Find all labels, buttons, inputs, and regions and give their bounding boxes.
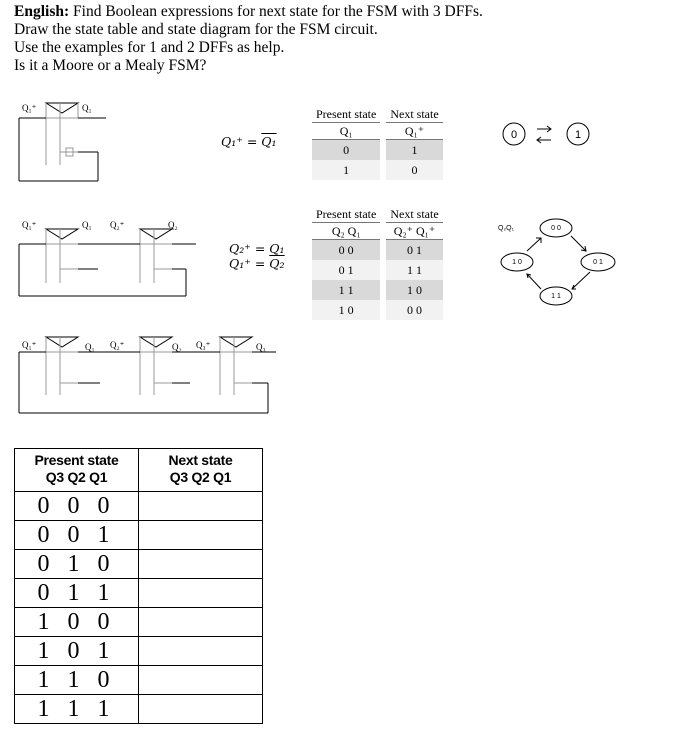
table-row <box>312 280 443 300</box>
dff2-in-label-1: Q₁⁺ <box>22 220 37 230</box>
next-state-cell[interactable] <box>139 695 263 724</box>
table-cell: 0 0 0 <box>15 492 139 521</box>
dff2-out-label-2: Q₂ <box>168 220 178 230</box>
table-cell: 1 1 0 <box>15 666 139 695</box>
intro-line-2: Draw the state table and state diagram for the FSM circuit. <box>14 21 378 38</box>
state-label: 1 0 <box>512 259 522 266</box>
equation-1ff-lhs: Q₁⁺ = <box>221 134 262 149</box>
dff-circuit-1 <box>19 103 106 181</box>
table-row <box>15 492 263 521</box>
dff1-out-label: Q₁ <box>82 103 92 113</box>
table-cell: 0 1 <box>312 260 383 280</box>
table-row <box>15 550 263 579</box>
table-subheader: Q₂⁺ Q₁⁺ <box>383 223 442 240</box>
table-row <box>15 695 263 724</box>
next-state-cell[interactable] <box>139 550 263 579</box>
intro-line-1: Find Boolean expressions for next state for the FSM with 3 DFFs. <box>69 3 483 20</box>
state-label: 0 0 <box>551 225 561 232</box>
table-cell: 0 1 0 <box>15 550 139 579</box>
equation-1ff-rhs: Q₁ <box>261 134 277 149</box>
table-cell: 0 0 <box>383 300 442 320</box>
state-table-2ff <box>312 206 443 320</box>
dff3-out-label-1: Q₁ <box>85 342 95 352</box>
table-header: Present state <box>312 206 383 223</box>
dff-circuit-3 <box>19 337 276 413</box>
table-cell: 0 0 1 <box>15 521 139 550</box>
dff1-in-label: Q₁⁺ <box>22 103 37 113</box>
next-state-cell[interactable] <box>139 666 263 695</box>
table-row <box>312 140 443 161</box>
diagram2-legend: Q₂Q₁ <box>498 225 514 232</box>
state-label: 1 <box>574 129 582 141</box>
next-state-vars: Q3 Q2 Q1 <box>169 469 232 485</box>
table-cell: 1 1 <box>312 280 383 300</box>
table-cell: 1 0 1 <box>15 637 139 666</box>
dff3-out-label-3: Q₃ <box>256 342 266 352</box>
next-state-title: Next state <box>168 452 233 468</box>
dff-circuit-2 <box>19 229 196 296</box>
state-label: 1 1 <box>551 293 561 300</box>
table-row <box>15 666 263 695</box>
dff3-in-label-1: Q₁⁺ <box>22 340 37 350</box>
state-label: 0 <box>510 129 518 141</box>
dff2-out-label-1: Q₁ <box>82 220 92 230</box>
next-state-header <box>139 449 263 492</box>
equation-2ff-line-2-rhs: Q₂ <box>269 256 285 271</box>
table-row <box>312 240 443 261</box>
table-row <box>312 160 443 180</box>
table-cell: 0 0 <box>312 240 383 261</box>
state-table-1ff <box>312 106 443 180</box>
present-state-title: Present state <box>34 452 119 468</box>
table-header: Next state <box>383 106 442 123</box>
present-state-vars: Q3 Q2 Q1 <box>45 469 108 485</box>
table-cell: 1 0 <box>383 280 442 300</box>
equation-2ff-line-1: Q₂⁺ = Q₁ <box>229 241 285 256</box>
table-cell: 1 1 1 <box>15 695 139 724</box>
equation-1ff <box>221 134 277 149</box>
dff3-in-label-3: Q₃⁺ <box>196 340 211 350</box>
intro-bold-prefix: English: <box>14 3 70 20</box>
table-cell: 0 <box>383 160 442 180</box>
state-table-3ff <box>14 448 263 724</box>
dff2-in-label-2: Q₂⁺ <box>110 220 125 230</box>
next-state-cell[interactable] <box>139 521 263 550</box>
equation-2ff-line-2-lhs: Q₁⁺ = <box>229 256 270 271</box>
table-subheader: Q₁ <box>312 123 383 140</box>
table-row <box>15 637 263 666</box>
present-state-header <box>15 449 139 492</box>
table-subheader: Q₂ Q₁ <box>312 223 383 240</box>
next-state-cell[interactable] <box>139 492 263 521</box>
table-header: Present state <box>312 106 383 123</box>
table-row <box>312 260 443 280</box>
dff-1-clock-triangle <box>46 103 78 113</box>
table-row <box>15 579 263 608</box>
intro-line-3: Use the examples for 1 and 2 DFFs as help. <box>14 39 285 56</box>
dff3-in-label-2: Q₂⁺ <box>110 340 125 350</box>
table-cell: 1 0 <box>312 300 383 320</box>
table-header: Next state <box>383 206 442 223</box>
dff3-out-label-2: Q₂ <box>172 342 182 352</box>
equation-2ff <box>229 241 285 271</box>
table-subheader: Q₁⁺ <box>383 123 442 140</box>
table-row <box>312 300 443 320</box>
intro-line-4: Is it a Moore or a Mealy FSM? <box>14 57 207 74</box>
table-cell: 1 <box>312 160 383 180</box>
table-cell: 0 1 1 <box>15 579 139 608</box>
table-cell: 0 1 <box>383 240 442 261</box>
next-state-cell[interactable] <box>139 637 263 666</box>
table-row <box>15 521 263 550</box>
table-cell: 0 <box>312 140 383 161</box>
state-label: 0 1 <box>593 259 603 266</box>
table-cell: 1 <box>383 140 442 161</box>
next-state-cell[interactable] <box>139 579 263 608</box>
next-state-cell[interactable] <box>139 608 263 637</box>
table-cell: 1 0 0 <box>15 608 139 637</box>
table-row <box>15 608 263 637</box>
table-cell: 1 1 <box>383 260 442 280</box>
